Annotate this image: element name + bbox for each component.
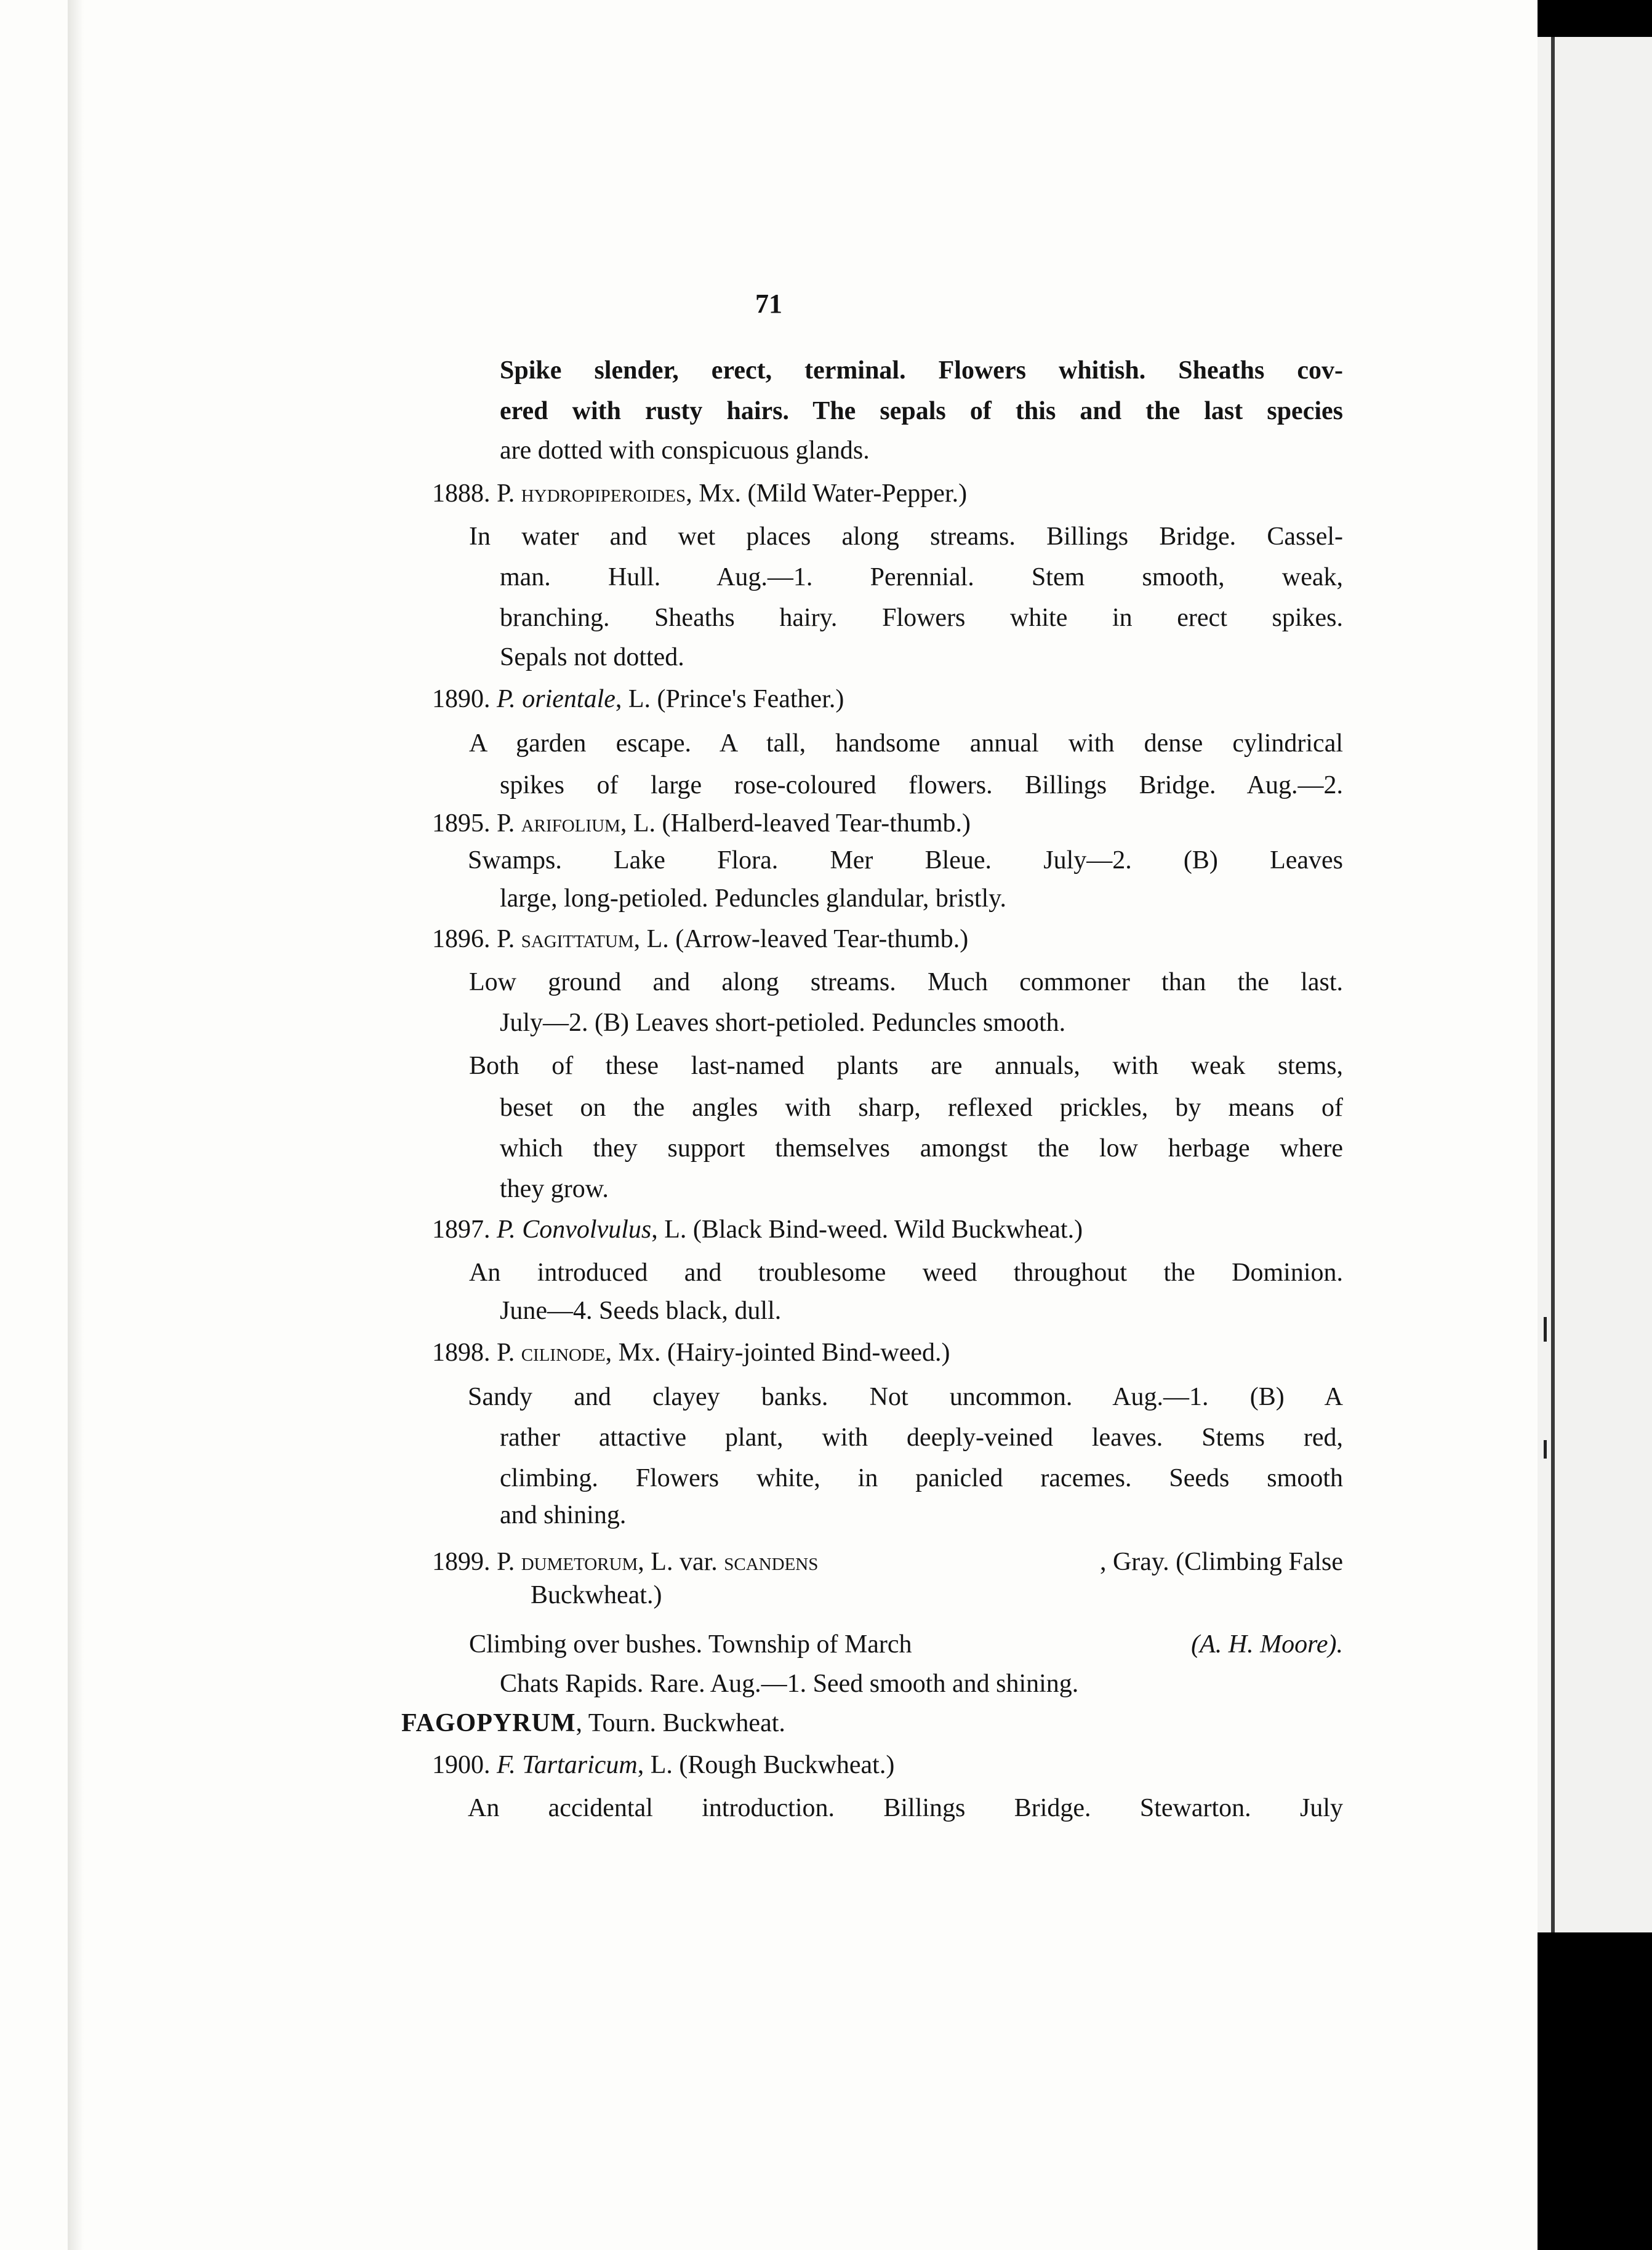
entry-number: 1899. (432, 1548, 491, 1576)
page-number: 71 (755, 289, 782, 319)
entry-number: 1896. (432, 925, 491, 953)
entry-number: 1895. (432, 809, 491, 838)
genus-abbrev: P. (497, 925, 515, 953)
entry-number: 1890. (432, 685, 491, 713)
genus-fagopyrum-heading (401, 1704, 785, 1743)
text-line-27: rather attactive plant, with deeply-veined leaves. Stems red, (500, 1423, 1343, 1452)
text-line-20: which they support themselves amongst the low herbage where (500, 1134, 1343, 1163)
entry-number: 1898. (432, 1339, 491, 1367)
text-line-32 (469, 1625, 1343, 1664)
text-line-19: beset on the angles with sharp, reflexed prickles, by means of (500, 1094, 1343, 1122)
heading-rest: , L. (Prince's Feather.) (615, 685, 844, 713)
entry-number: 1900. (432, 1751, 491, 1779)
heading-rest: , Mx. (Hairy-jointed Bind-weed.) (605, 1339, 950, 1367)
text-line-3: are dotted with conspicuous glands. (500, 436, 870, 465)
text-line-11: spikes of large rose-coloured flowers. Billings Bridge. Aug.—2. (500, 771, 1343, 799)
species-name: cilinode (521, 1339, 606, 1367)
species-name: F. Tartaricum (497, 1751, 638, 1779)
species-name: arifolium (521, 809, 620, 838)
page-gutter-shadow (68, 0, 84, 2250)
text-line-23: An introduced and troublesome weed throughout the Dominion. (469, 1259, 1343, 1287)
text-line-18: Both of these last-named plants are annuals, with weak stems, (469, 1052, 1343, 1080)
heading-mid: , L. var. (638, 1548, 718, 1576)
edge-mark (1544, 1317, 1547, 1342)
text-line-10: A garden escape. A tall, handsome annual with dense cylindrical (469, 729, 1343, 758)
collector-name: (A. H. Moore). (1191, 1630, 1343, 1659)
text-line-36: An accidental introduction. Billings Bridge. Stewarton. July (468, 1794, 1343, 1822)
text-line-32-main: Climbing over bushes. Township of March (469, 1630, 912, 1659)
entry-1898-heading (432, 1333, 950, 1372)
heading-rest: , L. (Arrow-leaved Tear-thumb.) (633, 925, 969, 953)
text-line-31: Buckwheat.) (531, 1581, 662, 1609)
entry-1888-heading (432, 474, 967, 513)
text-line-17: July—2. (B) Leaves short-petioled. Peduncles smooth. (500, 1009, 1066, 1037)
text-line-24: June—4. Seeds black, dull. (500, 1297, 782, 1325)
text-line-5: In water and wet places along streams. Billings Bridge. Cassel- (469, 522, 1343, 551)
genus-name: FAGOPYRUM (401, 1709, 576, 1737)
species-name: sagittatum (521, 925, 634, 953)
entry-1896-heading (432, 919, 968, 959)
genus-abbrev: P. (497, 1339, 515, 1367)
entry-1897-heading (432, 1210, 1083, 1249)
text-line-2: ered with rusty hairs. The sepals of this and the last species (500, 397, 1343, 425)
text-line-8: Sepals not dotted. (500, 643, 684, 671)
page-edge-line (1551, 37, 1555, 1932)
heading-rest: , Mx. (Mild Water-Pepper.) (686, 479, 968, 508)
text-line-16: Low ground and along streams. Much commoner than the last. (469, 968, 1343, 996)
text-line-13: Swamps. Lake Flora. Mer Bleue. July—2. (B) Leaves (468, 846, 1343, 875)
entry-number: 1888. (432, 479, 491, 508)
edge-mark (1544, 1440, 1547, 1459)
heading-rest: , L. (Halberd-leaved Tear-thumb.) (620, 809, 971, 838)
text-line-33: Chats Rapids. Rare. Aug.—1. Seed smooth and shining. (500, 1670, 1079, 1698)
text-line-26: Sandy and clayey banks. Not uncommon. Aug.—1. (B) A (468, 1383, 1343, 1411)
species-name: hydropiperoides (521, 479, 686, 508)
genus-rest: , Tourn. Buckwheat. (575, 1709, 785, 1737)
text-line-14: large, long-petioled. Peduncles glandular, bristly. (500, 884, 1006, 913)
genus-abbrev: P. (497, 809, 515, 838)
text-line-6: man. Hull. Aug.—1. Perennial. Stem smooth, weak, (500, 563, 1343, 591)
species-name: P. orientale (497, 685, 615, 713)
species-name: dumetorum (521, 1548, 638, 1576)
genus-abbrev: P. (497, 479, 515, 508)
variety-name: scandens (724, 1548, 819, 1576)
text-line-21: they grow. (500, 1175, 609, 1203)
species-name: P. Convolvulus (497, 1215, 652, 1244)
entry-1900-heading (432, 1745, 894, 1785)
entry-1890-heading (432, 679, 844, 719)
heading-rest: , Gray. (Climbing False (1099, 1548, 1343, 1576)
text-line-29: and shining. (500, 1501, 627, 1529)
heading-rest: , L. (Black Bind-weed. Wild Buckwheat.) (651, 1215, 1083, 1244)
entry-number: 1897. (432, 1215, 491, 1244)
entry-1895-heading (432, 804, 971, 843)
heading-rest: , L. (Rough Buckwheat.) (637, 1751, 895, 1779)
text-line-7: branching. Sheaths hairy. Flowers white in erect spikes. (500, 604, 1343, 632)
text-line-28: climbing. Flowers white, in panicled racemes. Seeds smooth (500, 1464, 1343, 1492)
text-line-1: Spike slender, erect, terminal. Flowers whitish. Sheaths cov- (500, 356, 1343, 385)
genus-abbrev: P. (497, 1548, 515, 1576)
